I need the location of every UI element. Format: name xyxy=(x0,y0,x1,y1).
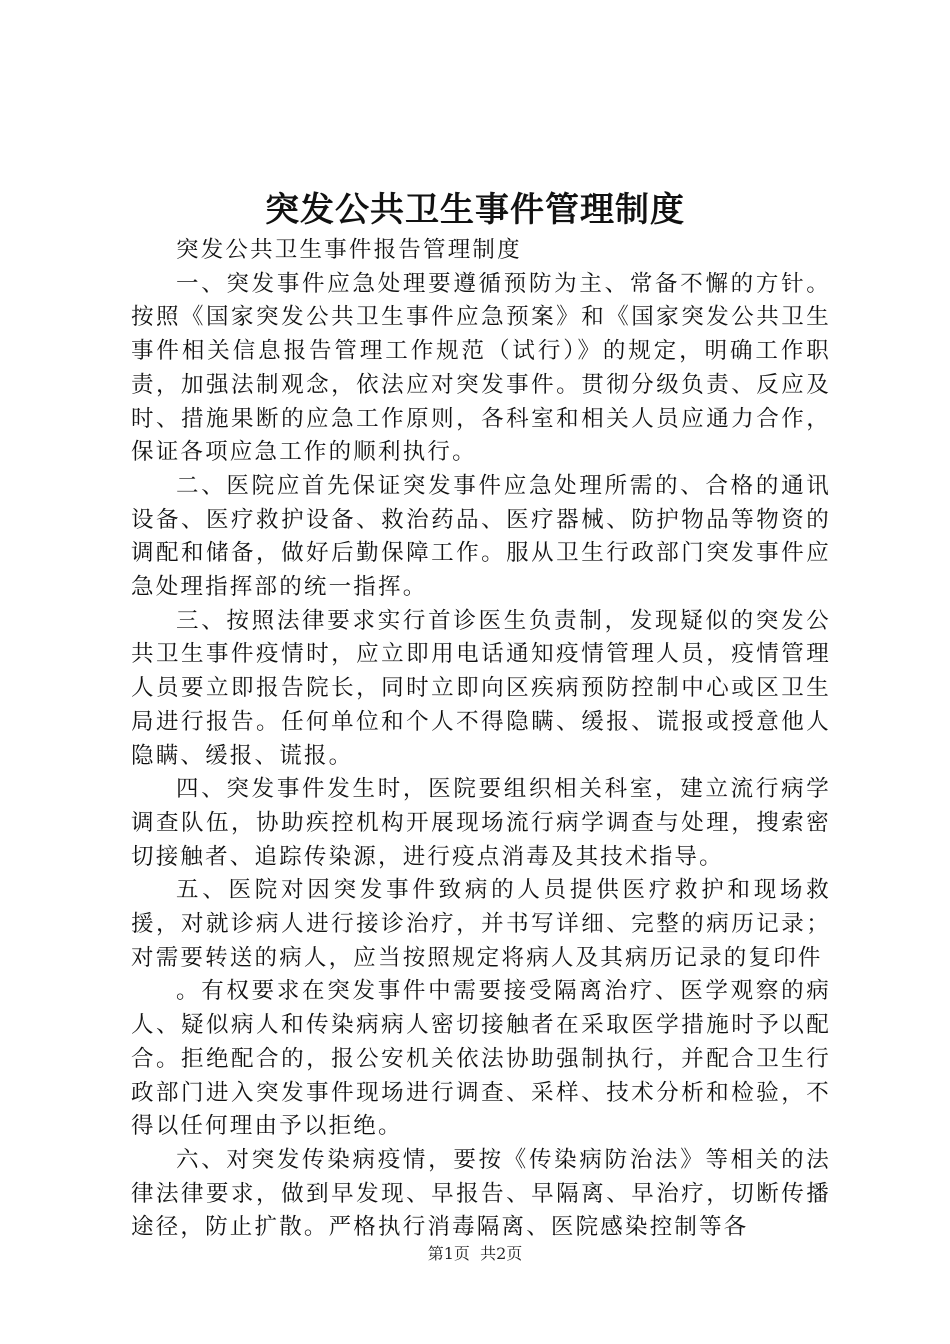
document-body xyxy=(131,234,831,1245)
paragraph-2: 二、医院应首先保证突发事件应急处理所需的、合格的通讯设备、医疗救护设备、救治药品、医疗器械、防护物品等物资的调配和储备，做好后勤保障工作。服从卫生行政部门突发事件应急处理指挥部的统一指挥。 xyxy=(131,472,831,601)
paragraph-5: 五、医院对因突发事件致病的人员提供医疗救护和现场救援，对就诊病人进行接诊治疗，并书写详细、完整的病历记录；对需要转送的病人，应当按照规定将病人及其病历记录的复印件 xyxy=(131,877,831,971)
paragraph-7: 六、对突发传染病疫情，要按《传染病防治法》等相关的法律法律要求，做到早发现、早报告、早隔离、早治疗，切断传播途径，防止扩散。严格执行消毒隔离、医院感染控制等各 xyxy=(131,1146,831,1241)
paragraph-1: 一、突发事件应急处理要遵循预防为主、常备不懈的方针。按照《国家突发公共卫生事件应急预案》和《国家突发公共卫生事件相关信息报告管理工作规范（试行）》的规定，明确工作职责，加强法制观念，依法应对突发事件。贯彻分级负责、反应及时、措施果断的应急工作原则，各科室和相关人员应通力合作，保证各项应急工作的顺利执行。 xyxy=(131,270,831,466)
page-number-label: 第1页 共2页 xyxy=(427,1244,523,1263)
page-footer xyxy=(0,1244,950,1264)
paragraph-4: 四、突发事件发生时，医院要组织相关科室，建立流行病学调查队伍，协助疾控机构开展现场流行病学调查与处理，搜索密切接触者、追踪传染源，进行疫点消毒及其技术指导。 xyxy=(131,776,831,870)
paragraph-3: 三、按照法律要求实行首诊医生负责制，发现疑似的突发公共卫生事件疫情时，应立即用电话通知疫情管理人员，疫情管理人员要立即报告院长，同时立即向区疾病预防控制中心或区卫生局进行报告。任何单位和个人不得隐瞒、缓报、谎报或授意他人隐瞒、缓报、谎报。 xyxy=(131,607,831,769)
paragraph-6: 。有权要求在突发事件中需要接受隔离治疗、医学观察的病人、疑似病人和传染病病人密切接触者在采取医学措施时予以配合。拒绝配合的，报公安机关依法协助强制执行，并配合卫生行政部门进入突发事件现场进行调查、采样、技术分析和检验，不得以任何理由予以拒绝。 xyxy=(131,978,831,1140)
page-title: 突发公共卫生事件管理制度 xyxy=(265,190,685,230)
section-heading: 突发公共卫生事件报告管理制度 xyxy=(176,237,522,263)
